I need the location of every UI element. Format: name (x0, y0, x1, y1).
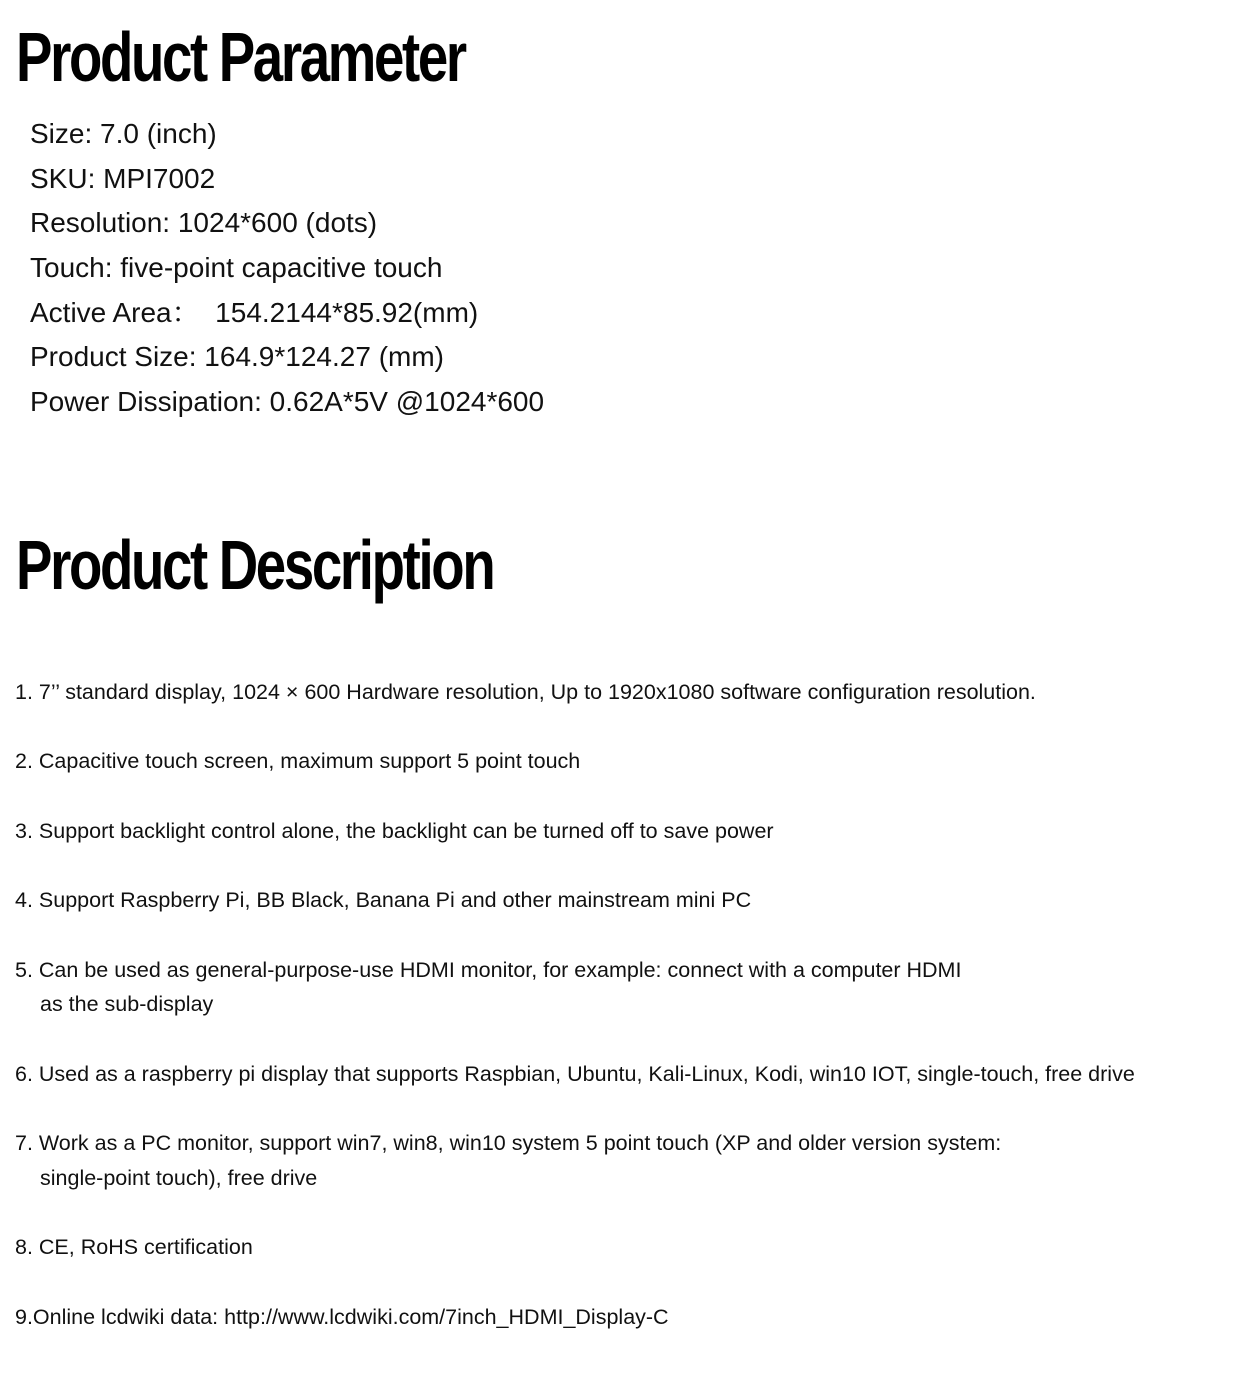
description-item-text: 6. Used as a raspberry pi display that supports Raspbian, Ubuntu, Kali-Linux, Kodi, win10 IOT, single-touch, free drive (15, 1061, 1135, 1086)
parameter-list (30, 112, 544, 425)
product-parameter-heading: Product Parameter (16, 18, 465, 96)
product-description-heading: Product Description (16, 526, 494, 604)
description-item (15, 883, 1230, 918)
param-size: Size: 7.0 (inch) (30, 118, 217, 149)
param-power-dissipation: Power Dissipation: 0.62A*5V @1024*600 (30, 386, 545, 418)
description-item-text: 2. Capacitive touch screen, maximum support 5 point touch (15, 749, 581, 774)
description-item (15, 1126, 1230, 1195)
description-item-text: 3. Support backlight control alone, the backlight can be turned off to save power (15, 818, 774, 843)
description-item-continuation: single-point touch), free drive (40, 1165, 318, 1190)
lcdwiki-link[interactable]: 9.Online lcdwiki data: http://www.lcdwiki.com/7inch_HDMI_Display-C (15, 1304, 669, 1329)
description-item-continuation: as the sub-display (40, 992, 214, 1017)
param-touch: Touch: five-point capacitive touch (30, 252, 443, 284)
param-resolution: Resolution: 1024*600 (dots) (30, 207, 378, 239)
description-item-text: 8. CE, RoHS certification (15, 1235, 253, 1260)
param-active-area: Active Area： 154.2144*85.92(mm) (30, 296, 479, 328)
description-item[interactable] (15, 1300, 1230, 1335)
description-item (15, 675, 1230, 710)
description-item (15, 744, 1230, 779)
param-product-size: Product Size: 164.9*124.27 (mm) (30, 341, 444, 373)
description-item (15, 1057, 1230, 1092)
description-item-text: 1. 7’’ standard display, 1024 × 600 Hardware resolution, Up to 1920x1080 software configuration resolution. (15, 680, 1036, 704)
description-item (15, 1230, 1230, 1265)
description-item-text: 5. Can be used as general-purpose-use HDMI monitor, for example: connect with a computer HDMI (15, 957, 962, 982)
param-sku: SKU: MPI7002 (30, 162, 216, 194)
description-item-text: 4. Support Raspberry Pi, BB Black, Banana Pi and other mainstream mini PC (15, 888, 752, 913)
description-item (15, 953, 1230, 1022)
description-list (15, 675, 1230, 1334)
description-item-text: 7. Work as a PC monitor, support win7, win8, win10 system 5 point touch (XP and older version system: (15, 1131, 1002, 1156)
description-item (15, 814, 1230, 849)
